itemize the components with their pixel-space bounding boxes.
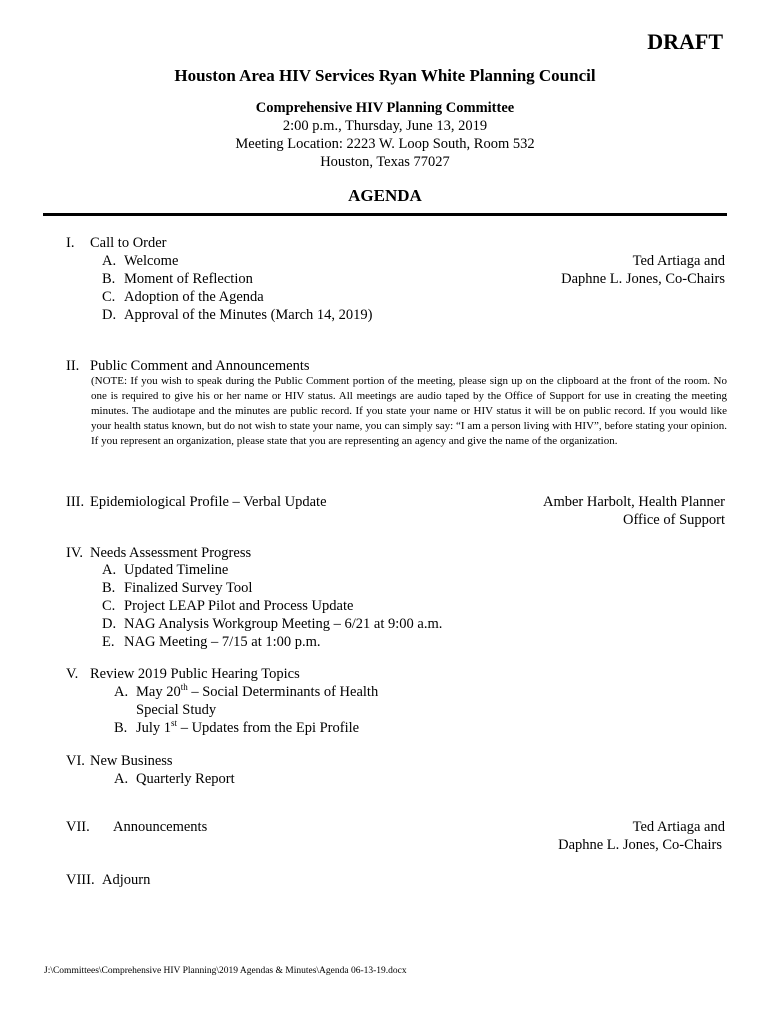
agenda-heading: AGENDA <box>348 186 422 205</box>
presenter-line: Ted Artiaga and <box>632 253 725 269</box>
subitem-letter: A. <box>114 771 129 787</box>
item-numeral: VI. <box>66 753 85 769</box>
subitem-text: Updated Timeline <box>124 562 229 578</box>
subitem-text: Adoption of the Agenda <box>124 289 264 305</box>
public-comment-note: (NOTE: If you wish to speak during the Public Comment portion of the meeting, please sign up on the clipboard at the front of the room. No one is required to give his or her name or HIV status. All meetings are audio taped by the Office of Support for use in creating the meeting minutes. The audiotape and the minutes are public record. If you state your name or HIV status it will be on public record. If you would like your health status known, but do not wish to state your name, you can simply say: “I am a person living with HIV”, before stating your opinion. If you represent an organization, please state that you are representing an agency and give the name of the organization. <box>91 375 727 447</box>
subitem-text: Moment of Reflection <box>124 271 253 287</box>
subitem-text: May 20th – Social Determinants of Health <box>136 682 379 700</box>
subitem-letter: D. <box>102 616 117 632</box>
subitem-text: Finalized Survey Tool <box>124 580 253 596</box>
item-numeral: III. <box>66 494 85 510</box>
presenter-line: Amber Harbolt, Health Planner <box>542 494 725 510</box>
item-numeral: VIII. <box>66 872 95 888</box>
item-title: Epidemiological Profile – Verbal Update <box>90 494 327 510</box>
council-title: Houston Area HIV Services Ryan White Planning Council <box>174 66 596 85</box>
subitem-text: Project LEAP Pilot and Process Update <box>124 598 354 614</box>
subitem-continuation: Special Study <box>136 702 217 718</box>
subitem-text: NAG Analysis Workgroup Meeting – 6/21 at 9:00 a.m. <box>124 616 443 632</box>
presenter-line: Office of Support <box>622 512 725 528</box>
subitem-letter: A. <box>114 684 129 700</box>
item-numeral: V. <box>66 666 79 682</box>
item-numeral: II. <box>66 358 80 374</box>
item-title: Call to Order <box>90 235 167 251</box>
subitem-letter: C. <box>102 598 116 614</box>
item-title: Public Comment and Announcements <box>90 358 310 374</box>
subitem-letter: A. <box>102 253 117 269</box>
draft-label: DRAFT <box>647 29 723 54</box>
subitem-letter: B. <box>102 271 116 287</box>
presenter-line: Daphne L. Jones, Co-Chairs <box>561 271 725 287</box>
subitem-text: Approval of the Minutes (March 14, 2019) <box>124 307 373 323</box>
committee-name: Comprehensive HIV Planning Committee <box>255 100 515 116</box>
footer-file-path: J:\Committees\Comprehensive HIV Planning\2019 Agendas & Minutes\Agenda 06-13-19.docx <box>44 966 407 976</box>
subitem-letter: B. <box>114 720 128 736</box>
presenter-line: Ted Artiaga and <box>632 819 725 835</box>
subitem-text: July 1st – Updates from the Epi Profile <box>136 718 360 736</box>
item-title: Needs Assessment Progress <box>90 545 252 561</box>
subitem-text: Quarterly Report <box>136 771 235 787</box>
subitem-letter: E. <box>102 634 115 650</box>
item-title: New Business <box>90 753 173 769</box>
meeting-location: Meeting Location: 2223 W. Loop South, Room 532 <box>235 136 535 152</box>
presenter-line: Daphne L. Jones, Co-Chairs <box>558 837 722 853</box>
item-title: Announcements <box>113 819 208 835</box>
subitem-text: NAG Meeting – 7/15 at 1:00 p.m. <box>124 634 321 650</box>
meeting-datetime: 2:00 p.m., Thursday, June 13, 2019 <box>282 118 488 134</box>
subitem-letter: D. <box>102 307 117 323</box>
subitem-letter: B. <box>102 580 116 596</box>
item-title: Adjourn <box>102 872 151 888</box>
meeting-city: Houston, Texas 77027 <box>320 154 450 170</box>
item-numeral: I. <box>66 235 75 251</box>
item-numeral: IV. <box>66 545 84 561</box>
item-title: Review 2019 Public Hearing Topics <box>90 666 300 682</box>
item-numeral: VII. <box>66 819 90 835</box>
subitem-letter: C. <box>102 289 116 305</box>
subitem-letter: A. <box>102 562 117 578</box>
heading-divider <box>43 213 727 216</box>
subitem-text: Welcome <box>124 253 179 269</box>
